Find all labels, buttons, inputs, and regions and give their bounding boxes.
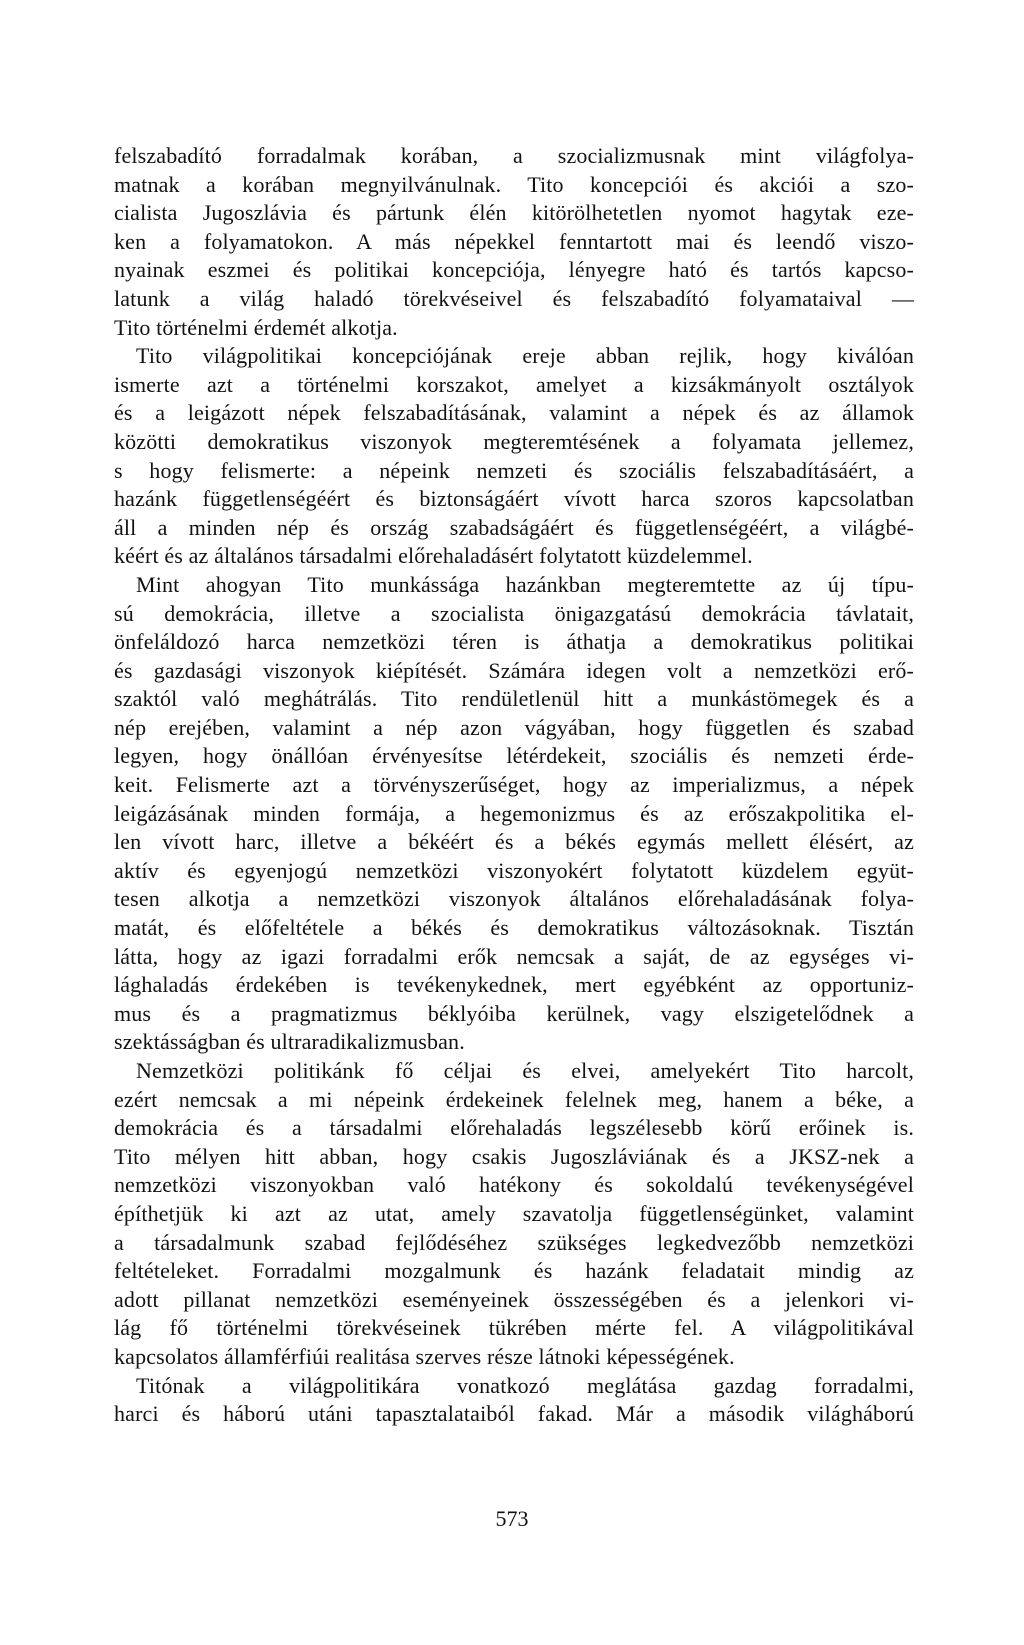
text-line: Mint ahogyan Tito munkássága hazánkban megteremtette az új típu- xyxy=(136,571,914,597)
page-number: 573 xyxy=(495,1506,529,1531)
text-line: s hogy felismerte: a népeink nemzeti és szociális felszabadításáért, a xyxy=(114,457,914,483)
text-line: nyainak eszmei és politikai koncepciója, lényegre ható és tartós kapcso- xyxy=(114,257,914,283)
text-line: Nemzetközi politikánk fő céljai és elvei, amelyekért Tito harcolt, xyxy=(136,1058,914,1083)
text-line: a társadalmunk szabad fejlődéséhez szükséges legkedvezőbb nemzetközi xyxy=(114,1229,914,1255)
text-line: kéért és az általános társadalmi előrehaladásért folytatott küzdelemmel. xyxy=(114,543,753,569)
text-line: Titónak a világpolitikára vonatkozó meglátása gazdag forradalmi, xyxy=(136,1372,914,1398)
text-line: önfeláldozó harca nemzetközi téren is áthatja a demokratikus politikai xyxy=(114,629,914,655)
text-line: leigázásának minden formája, a hegemonizmus és az erőszakpolitika el- xyxy=(114,800,914,826)
text-line: hazánk függetlenségéért és biztonságáért vívott harca szoros kapcsolatban xyxy=(114,486,914,512)
text-line: és gazdasági viszonyok kiépítését. Számára idegen volt a nemzetközi erő- xyxy=(114,657,914,683)
text-line: adott pillanat nemzetközi eseményeinek összességében és a jelenkori vi- xyxy=(114,1286,914,1312)
text-line: közötti demokratikus viszonyok megteremtésének a folyamata jellemez, xyxy=(114,428,914,454)
text-line: tesen alkotja a nemzetközi viszonyok általános előrehaladásának folya- xyxy=(114,886,914,912)
paragraph xyxy=(114,142,914,342)
text-line: sú demokrácia, illetve a szocialista önigazgatású demokrácia távlatait, xyxy=(114,600,914,626)
text-line: harci és háború utáni tapasztalataiból fakad. Már a második világháború xyxy=(114,1401,914,1427)
text-line: demokrácia és a társadalmi előrehaladás legszélesebb körű erőinek is. xyxy=(114,1115,914,1141)
text-line: látta, hogy az igazi forradalmi erők nemcsak a saját, de az egységes vi- xyxy=(114,943,914,969)
text-line: len vívott harc, illetve a békéért és a békés egymás mellett élésért, az xyxy=(114,829,914,855)
text-line: nép erejében, valamint a nép azon vágyában, hogy független és szabad xyxy=(114,714,914,740)
text-line: kapcsolatos államférfiúi realitása szerves része látnoki képességének. xyxy=(114,1343,735,1369)
text-line: nemzetközi viszonyokban való hatékony és sokoldalú tevékenységével xyxy=(114,1172,914,1198)
text-line: és a leigázott népek felszabadításának, valamint a népek és az államok xyxy=(114,400,914,426)
paragraph xyxy=(114,571,914,1057)
text-line: mus és a pragmatizmus béklyóiba kerülnek, vagy elszigetelődnek a xyxy=(114,1000,914,1026)
text-line: felszabadító forradalmak korában, a szocializmusnak mint világfolya- xyxy=(114,143,914,168)
text-line: ismerte azt a történelmi korszakot, amelyet a kizsákmányolt osztályok xyxy=(114,371,914,397)
text-line: lághaladás érdekében is tevékenykednek, mert egyébként az opportuniz- xyxy=(114,972,914,998)
document-body xyxy=(114,142,914,1429)
text-line: Tito világpolitikai koncepciójának ereje abban rejlik, hogy kiválóan xyxy=(136,343,914,369)
paragraph xyxy=(114,342,914,571)
text-line: szaktól való meghátrálás. Tito rendületlenül hitt a munkástömegek és a xyxy=(114,686,914,712)
text-line: feltételeket. Forradalmi mozgalmunk és hazánk feladatait mindig az xyxy=(114,1258,914,1284)
text-line: matát, és előfeltétele a békés és demokratikus változásoknak. Tisztán xyxy=(114,915,914,941)
paragraph xyxy=(114,1057,914,1372)
text-line: lág fő történelmi törekvéseinek tükrében mérte fel. A világpolitikával xyxy=(114,1315,914,1341)
text-line: ezért nemcsak a mi népeink érdekeinek felelnek meg, hanem a béke, a xyxy=(114,1086,914,1112)
text-line: latunk a világ haladó törekvéseivel és felszabadító folyamataival — xyxy=(114,285,914,311)
text-line: matnak a korában megnyilvánulnak. Tito koncepciói és akciói a szo- xyxy=(114,171,914,197)
text-line: Tito történelmi érdemét alkotja. xyxy=(114,314,398,340)
text-line: aktív és egyenjogú nemzetközi viszonyokért folytatott küzdelem együt- xyxy=(114,857,914,883)
paragraph xyxy=(114,1372,914,1429)
text-line: cialista Jugoszlávia és pártunk élén kitörölhetetlen nyomot hagytak eze- xyxy=(114,200,914,226)
text-line: legyen, hogy önállóan érvényesítse létérdekeit, szociális és nemzeti érde- xyxy=(114,743,914,769)
text-line: áll a minden nép és ország szabadságáért és függetlenségéért, a világbé- xyxy=(114,514,914,540)
text-line: építhetjük ki azt az utat, amely szavatolja függetlenségünket, valamint xyxy=(114,1200,914,1226)
text-line: szektásságban és ultraradikalizmusban. xyxy=(114,1029,465,1055)
text-line: keit. Felismerte azt a törvényszerűséget, hogy az imperializmus, a népek xyxy=(114,772,914,798)
text-line: ken a folyamatokon. A más népekkel fenntartott mai és leendő viszo- xyxy=(114,228,914,254)
text-line: Tito mélyen hitt abban, hogy csakis Jugoszláviának és a JKSZ-nek a xyxy=(114,1143,914,1169)
